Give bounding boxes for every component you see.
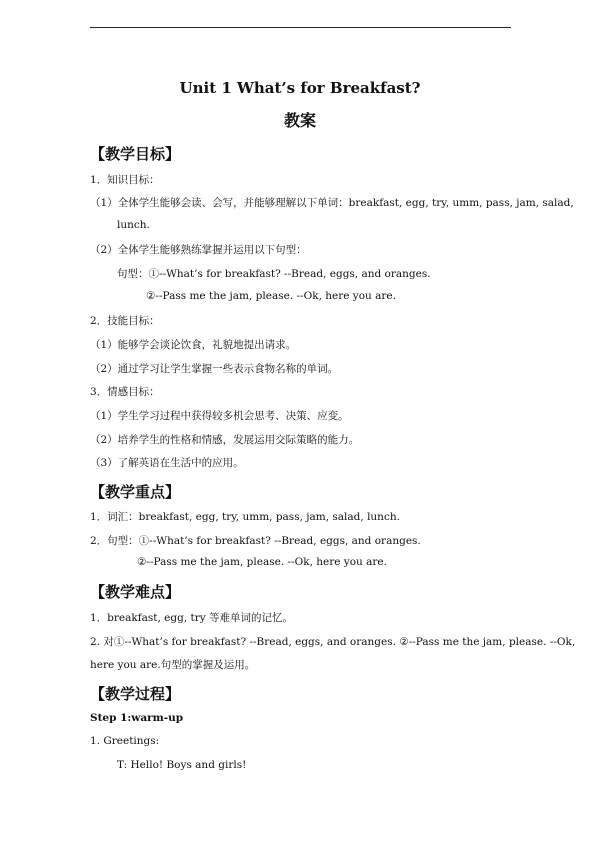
process-line: T: Hello! Boys and girls! [117, 759, 247, 771]
objective-line: ②--Pass me the jam, please. --Ok, here you are. [146, 290, 396, 302]
key-point-line: 1．词汇：breakfast, egg, try, umm, pass, jam, salad, lunch. [90, 511, 400, 523]
objective-line: （2）培养学生的性格和情感，发展运用交际策略的能力。 [90, 434, 360, 446]
section-heading-process: 【教学过程】 [90, 685, 181, 703]
key-point-line: ②--Pass me the jam, please. --Ok, here you are. [137, 556, 387, 568]
section-heading-objectives: 【教学目标】 [90, 145, 181, 163]
objective-line: （1）能够学会谈论饮食，礼貌地提出请求。 [90, 339, 297, 351]
objective-line: （3）了解英语在生活中的应用。 [90, 457, 244, 469]
objective-line: 句型：①--What’s for breakfast? --Bread, eggs, and oranges. [117, 268, 431, 280]
objective-line: 3．情感目标： [90, 386, 160, 398]
difficulty-line: here you are.句型的掌握及运用。 [90, 659, 256, 671]
header-rule [90, 27, 511, 28]
objective-line: （2）全体学生能够熟练掌握并运用以下句型： [90, 244, 307, 256]
objective-line: 2．技能目标： [90, 315, 160, 327]
process-line: 1. Greetings: [90, 735, 160, 747]
key-point-line: 2．句型：①--What’s for breakfast? --Bread, eggs, and oranges. [90, 535, 421, 547]
difficulty-line: 1．breakfast, egg, try 等难单词的记忆。 [90, 612, 294, 624]
section-heading-key-points: 【教学重点】 [90, 483, 181, 501]
step-heading: Step 1:warm-up [90, 712, 184, 724]
objective-line: （1）全体学生能够会读、会写，并能够理解以下单词：breakfast, egg, try, umm, pass, jam, salad, [90, 197, 574, 209]
objective-line: lunch. [117, 219, 150, 231]
document-title: Unit 1 What’s for Breakfast? [179, 79, 421, 97]
objective-line: 1．知识目标： [90, 174, 160, 186]
objective-line: （2）通过学习让学生掌握一些表示食物名称的单词。 [90, 363, 339, 375]
section-heading-difficulties: 【教学难点】 [90, 583, 181, 601]
document-subtitle: 教案 [283, 111, 316, 130]
objective-line: （1）学生学习过程中获得较多机会思考、决策、应变。 [90, 410, 349, 422]
difficulty-line: 2. 对①--What’s for breakfast? --Bread, eggs, and oranges. ②--Pass me the jam, please. --Ok, [90, 636, 576, 648]
